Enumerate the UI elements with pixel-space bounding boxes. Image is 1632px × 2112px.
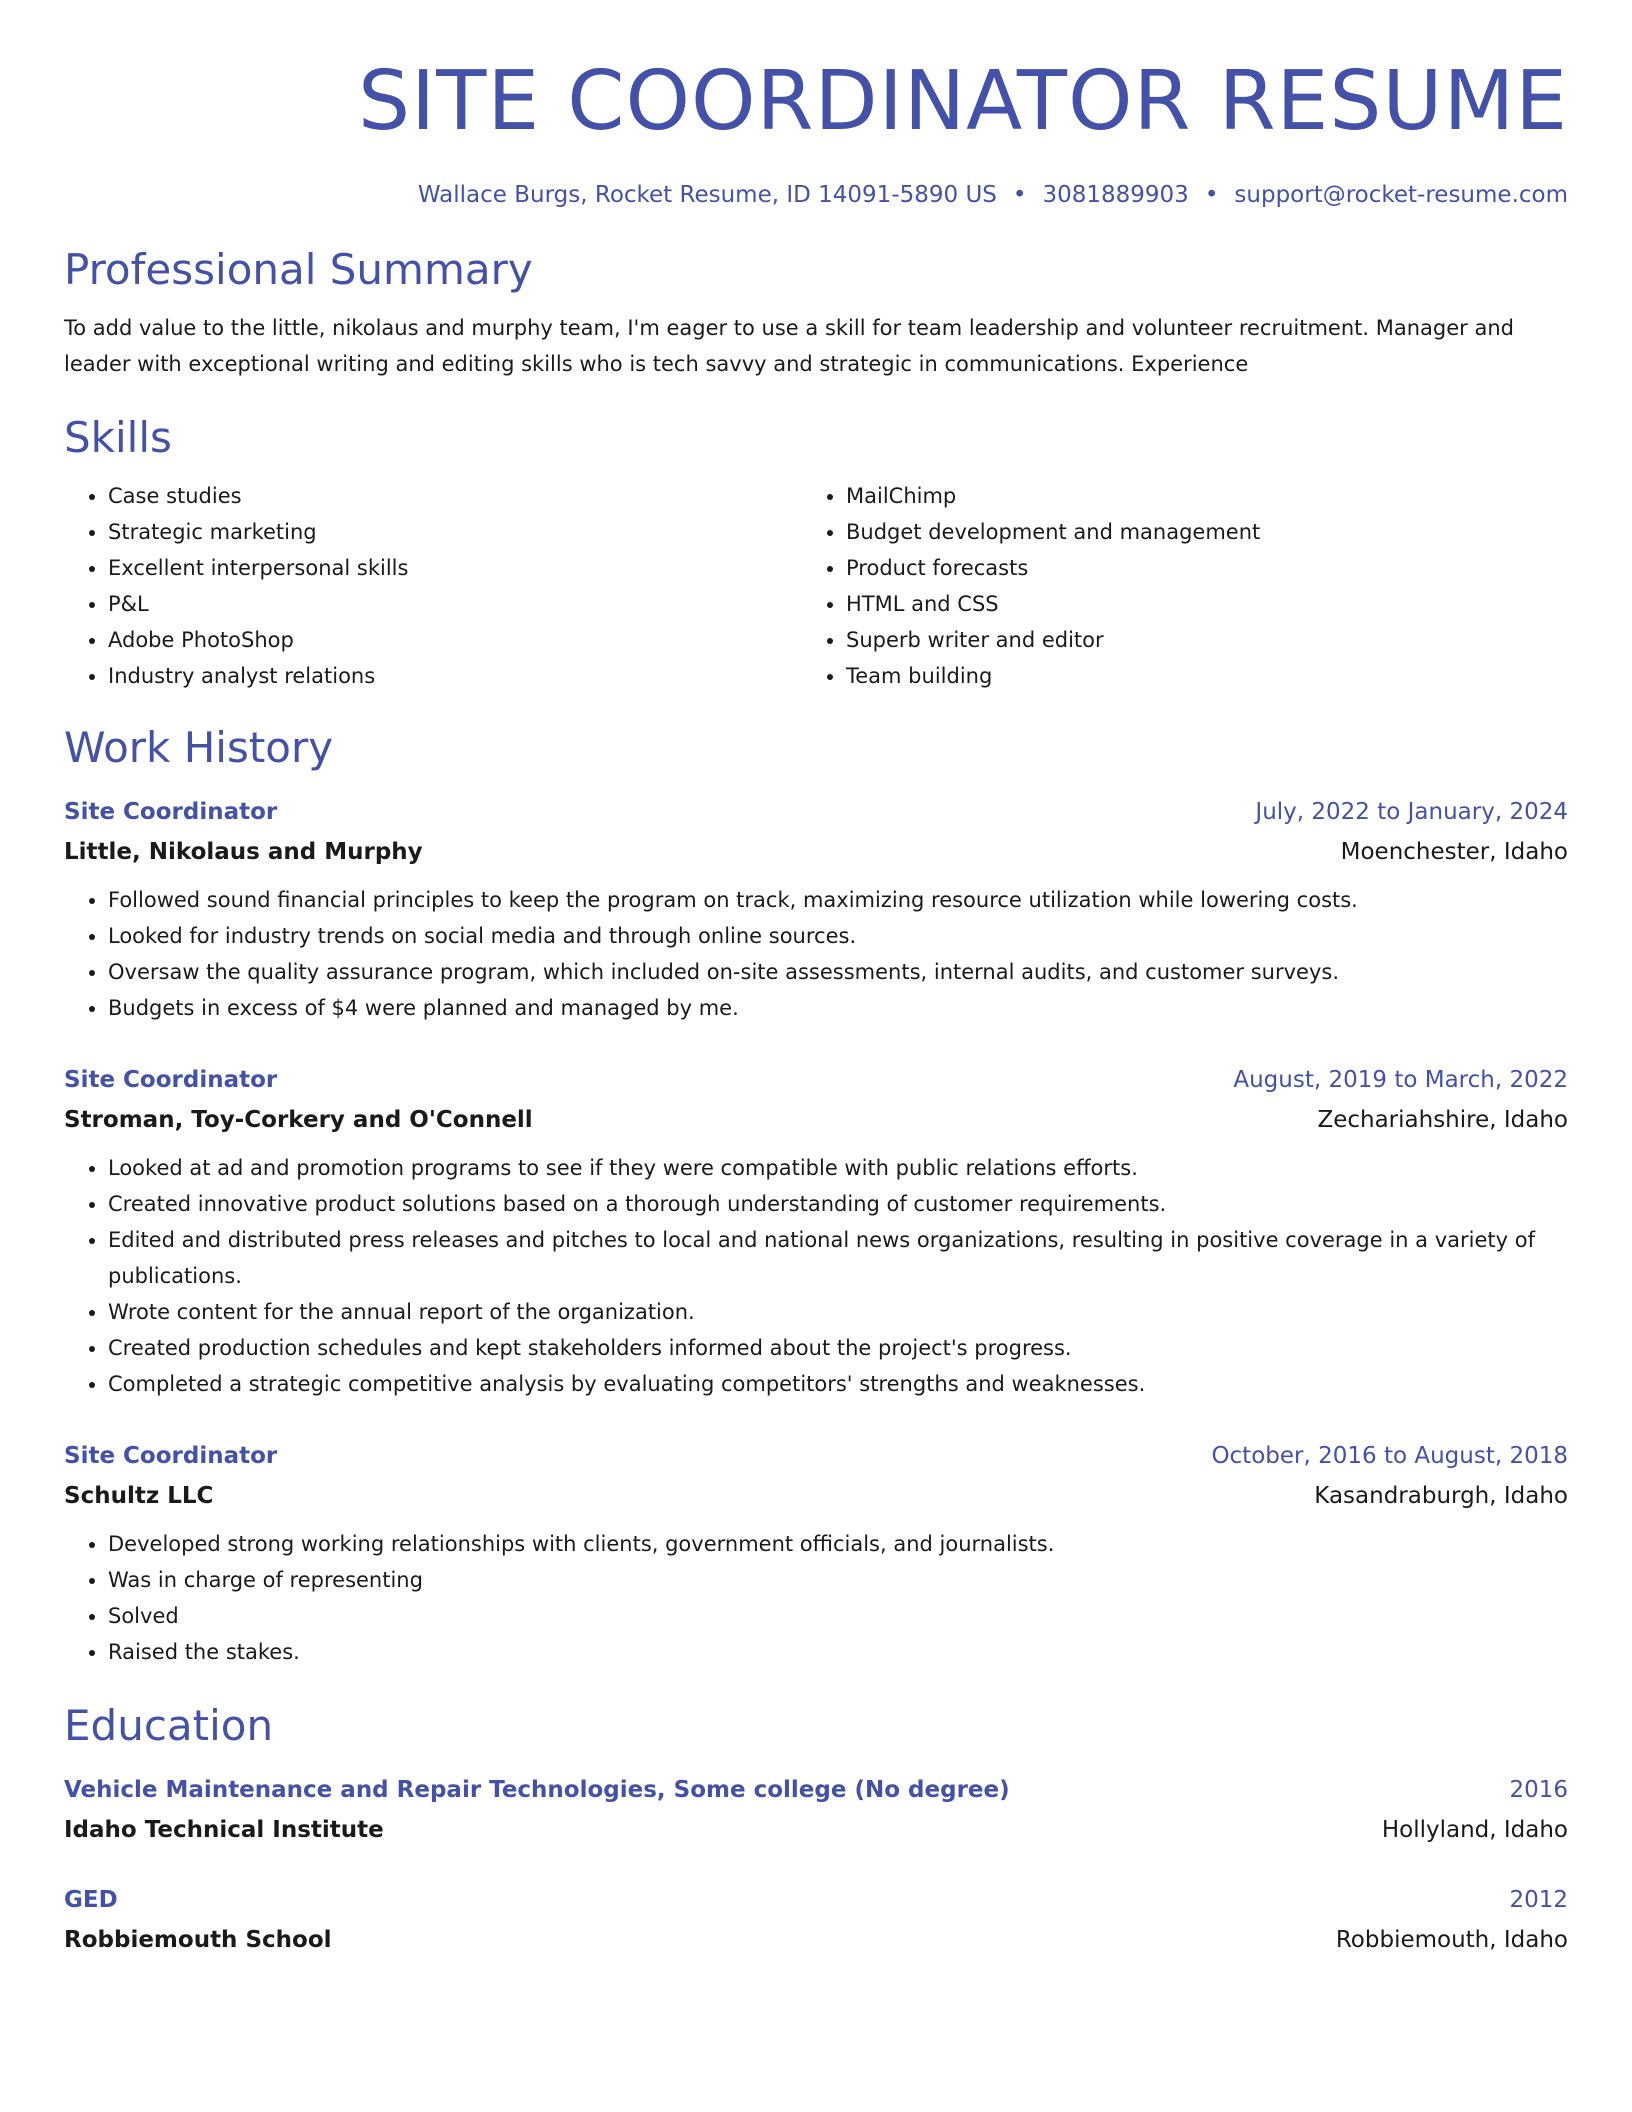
summary-section	[64, 244, 1568, 382]
document-title: SITE COORDINATOR RESUME	[358, 54, 1568, 149]
job-dates: July, 2022 to January, 2024	[1255, 799, 1568, 825]
job-title-row	[64, 792, 1568, 832]
skill-item: • Adobe PhotoShop	[108, 622, 802, 658]
skill-item: • Budget development and management	[846, 514, 1568, 550]
job-role: Site Coordinator	[64, 799, 278, 825]
resume-header	[64, 56, 1568, 210]
job-role: Site Coordinator	[64, 1067, 278, 1093]
summary-heading: Professional Summary	[64, 245, 533, 294]
job-bullet: • Looked at ad and promotion programs to see if they were compatible with public relations efforts.	[108, 1150, 1568, 1186]
skill-item: • MailChimp	[846, 478, 1568, 514]
skill-item: • Product forecasts	[846, 550, 1568, 586]
job-entry	[64, 792, 1568, 1026]
education-location: Hollyland, Idaho	[1381, 1817, 1568, 1843]
job-role: Site Coordinator	[64, 1443, 278, 1469]
job-dates: August, 2019 to March, 2022	[1233, 1067, 1568, 1093]
job-bullet: • Developed strong working relationships with clients, government officials, and journalists.	[108, 1526, 1568, 1562]
skill-item: • HTML and CSS	[846, 586, 1568, 622]
work-history-heading: Work History	[64, 723, 334, 772]
skills-heading: Skills	[64, 413, 172, 462]
job-company: Stroman, Toy-Corkery and O'Connell	[64, 1107, 533, 1133]
skill-item: • Superb writer and editor	[846, 622, 1568, 658]
education-heading: Education	[64, 1701, 274, 1750]
education-school-row	[64, 1810, 1568, 1850]
skill-item: • Industry analyst relations	[108, 658, 802, 694]
job-entry	[64, 1060, 1568, 1402]
job-location: Moenchester, Idaho	[1340, 839, 1568, 865]
job-entry	[64, 1436, 1568, 1670]
skill-item: • Strategic marketing	[108, 514, 802, 550]
education-entry	[64, 1880, 1568, 1960]
job-bullet: • Followed sound financial principles to keep the program on track, maximizing resource utilization while lowering costs.	[108, 882, 1568, 918]
job-bullet: • Wrote content for the annual report of the organization.	[108, 1294, 1568, 1330]
education-year: 2016	[1509, 1777, 1568, 1803]
job-title-row	[64, 1060, 1568, 1100]
contact-phone: 3081889903	[1042, 182, 1189, 208]
job-bullet: • Completed a strategic competitive analysis by evaluating competitors' strengths and weaknesses.	[108, 1366, 1568, 1402]
skill-item: • Case studies	[108, 478, 802, 514]
skill-item: • Excellent interpersonal skills	[108, 550, 802, 586]
job-bullets	[64, 1526, 1568, 1670]
job-bullet: • Looked for industry trends on social media and through online sources.	[108, 918, 1568, 954]
education-entry	[64, 1770, 1568, 1850]
job-company-row	[64, 1476, 1568, 1516]
job-company-row	[64, 1100, 1568, 1140]
education-degree: GED	[64, 1887, 118, 1913]
job-bullet: • Solved	[108, 1598, 1568, 1634]
job-bullet: • Edited and distributed press releases and pitches to local and national news organizations, resulting in positive coverage in a variety of publications.	[108, 1222, 1568, 1294]
education-school-row	[64, 1920, 1568, 1960]
skills-column-right	[802, 478, 1568, 694]
job-company: Little, Nikolaus and Murphy	[64, 839, 423, 865]
job-bullet: • Budgets in excess of $4 were planned and managed by me.	[108, 990, 1568, 1026]
contact-separator: •	[1012, 182, 1027, 208]
work-history-section	[64, 722, 1568, 1670]
education-school: Robbiemouth School	[64, 1927, 332, 1953]
skills-grid	[64, 478, 1568, 694]
skills-column-left	[64, 478, 802, 694]
job-bullet: • Created innovative product solutions based on a thorough understanding of customer requirements.	[108, 1186, 1568, 1222]
job-location: Kasandraburgh, Idaho	[1314, 1483, 1568, 1509]
job-bullets	[64, 882, 1568, 1026]
job-dates: October, 2016 to August, 2018	[1211, 1443, 1568, 1469]
job-bullet: • Was in charge of representing	[108, 1562, 1568, 1598]
education-location: Robbiemouth, Idaho	[1335, 1927, 1568, 1953]
skills-section	[64, 412, 1568, 694]
job-bullets	[64, 1150, 1568, 1402]
education-degree-row	[64, 1770, 1568, 1810]
education-school: Idaho Technical Institute	[64, 1817, 384, 1843]
job-company: Schultz LLC	[64, 1483, 214, 1509]
job-bullet: • Created production schedules and kept stakeholders informed about the project's progress.	[108, 1330, 1568, 1366]
contact-email: support@rocket-resume.com	[1234, 182, 1568, 208]
education-section	[64, 1700, 1568, 1960]
job-bullet: • Raised the stakes.	[108, 1634, 1568, 1670]
contact-address: Wallace Burgs, Rocket Resume, ID 14091-5890 US	[417, 182, 997, 208]
summary-text: To add value to the little, nikolaus and murphy team, I'm eager to use a skill for team leadership and volunteer recruitment. Manager and leader with exceptional writing and editing skills who is tech savvy and strategic in communications. Experience	[64, 316, 1514, 376]
education-year: 2012	[1509, 1887, 1568, 1913]
skill-item: • Team building	[846, 658, 1568, 694]
skill-item: • P&L	[108, 586, 802, 622]
job-location: Zechariahshire, Idaho	[1317, 1107, 1568, 1133]
education-degree: Vehicle Maintenance and Repair Technologies, Some college (No degree)	[64, 1777, 1010, 1803]
contact-line	[64, 180, 1568, 210]
contact-separator: •	[1204, 182, 1219, 208]
education-degree-row	[64, 1880, 1568, 1920]
job-title-row	[64, 1436, 1568, 1476]
job-bullet: • Oversaw the quality assurance program, which included on-site assessments, internal audits, and customer surveys.	[108, 954, 1568, 990]
job-company-row	[64, 832, 1568, 872]
